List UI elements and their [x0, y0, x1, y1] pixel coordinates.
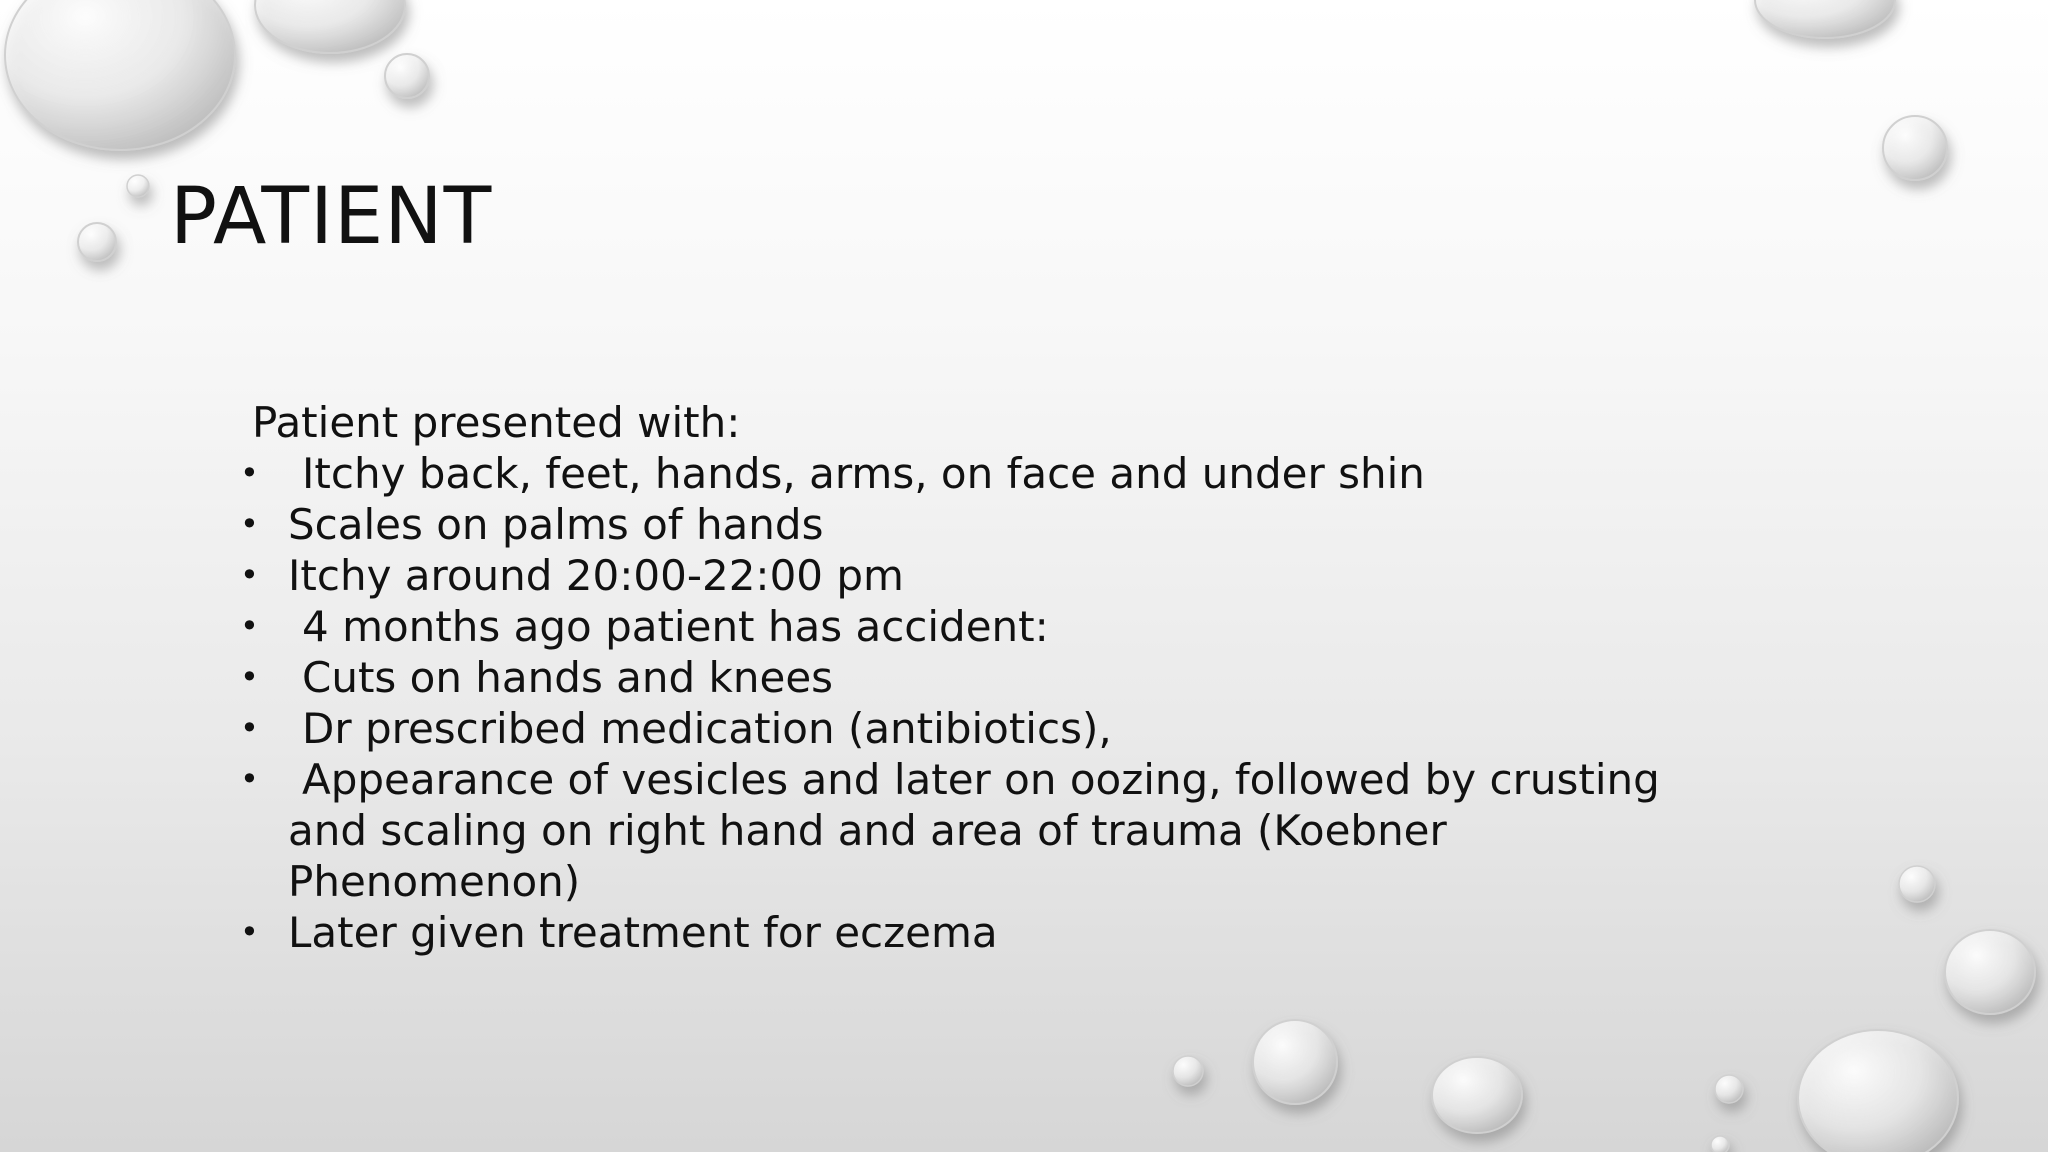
list-item: • Dr prescribed medication (antibiotics),: [240, 703, 1690, 754]
droplet: [1883, 116, 1947, 180]
list-item: • Cuts on hands and knees: [240, 652, 1690, 703]
list-item: • Itchy around 20:00-22:00 pm: [240, 550, 1690, 601]
droplet: [1755, 0, 1895, 38]
list-item: • Scales on palms of hands: [240, 499, 1690, 550]
droplet: [5, 0, 235, 150]
droplet: [78, 223, 116, 261]
droplet: [385, 54, 429, 98]
slide-title: PATIENT: [170, 172, 493, 262]
droplet: [1715, 1075, 1743, 1103]
droplet: [1711, 1136, 1729, 1152]
droplet: [1432, 1057, 1522, 1133]
list-item: • Later given treatment for eczema: [240, 907, 1690, 958]
droplet: [255, 0, 405, 53]
intro-text: Patient presented with:: [252, 398, 741, 447]
droplet: [1798, 1030, 1958, 1152]
symptom-list: [240, 448, 1690, 958]
droplet: [1173, 1056, 1203, 1086]
droplet: [1899, 866, 1935, 902]
list-item: • Itchy back, feet, hands, arms, on face and under shin: [240, 448, 1690, 499]
droplet: [1945, 930, 2035, 1014]
droplet: [1253, 1020, 1337, 1104]
list-item: • 4 months ago patient has accident:: [240, 601, 1690, 652]
droplet: [127, 175, 149, 197]
slide-body: [240, 397, 1690, 958]
list-item: • Appearance of vesicles and later on oozing, followed by crusting and scaling on right hand and area of trauma (Koebner Phenomenon): [240, 754, 1690, 907]
